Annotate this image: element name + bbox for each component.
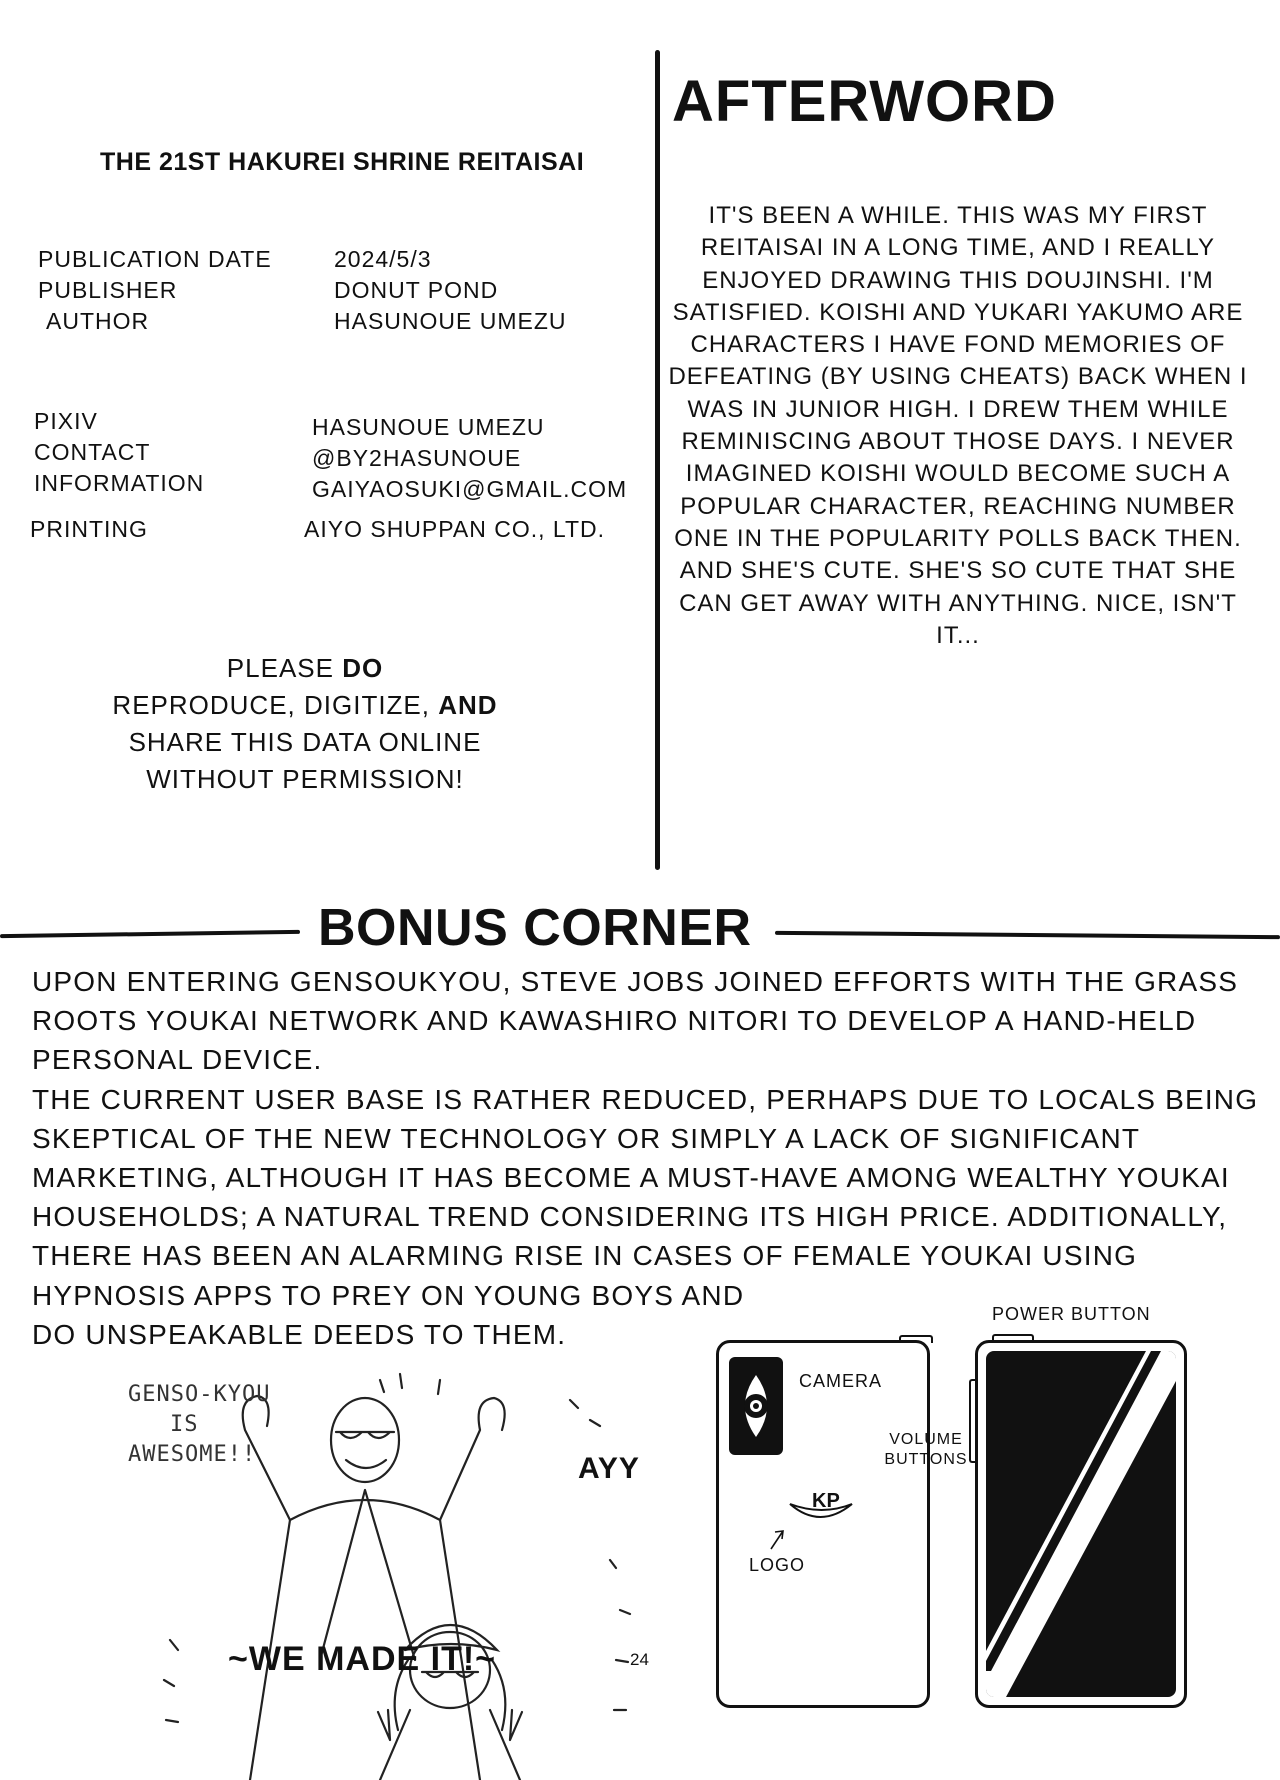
man-grin xyxy=(346,1460,386,1468)
page-number: 24 xyxy=(630,1650,649,1669)
publisher-label: PUBLISHER xyxy=(38,277,178,303)
volume-buttons-label xyxy=(876,1430,976,1470)
screen-glare xyxy=(986,1351,1176,1697)
copyright-bold-2: AND xyxy=(438,690,498,720)
publication-date-value: 2024/5/3 xyxy=(334,246,432,272)
camera-module xyxy=(729,1357,783,1455)
contact-label-line2: INFORMATION xyxy=(34,470,205,496)
contact-label-line1: CONTACT xyxy=(34,439,151,465)
bonus-corner-title: BONUS CORNER xyxy=(318,899,752,957)
logo-arrow-icon xyxy=(767,1527,787,1553)
handwritten-line-2: IS xyxy=(170,1412,199,1437)
phone-screen xyxy=(986,1351,1176,1697)
horizontal-divider-left xyxy=(0,930,300,938)
contact-handle: @BY2HASUNOUE xyxy=(312,445,522,471)
logo-label: LOGO xyxy=(749,1555,806,1575)
publisher-value: DONUT POND xyxy=(334,277,499,303)
camera-label: CAMERA xyxy=(799,1371,883,1391)
author-value: HASUNOUE UMEZU xyxy=(334,308,567,334)
printing-value: AIYO SHUPPAN CO., LTD. xyxy=(304,516,606,542)
copyright-text-4: WITHOUT PERMISSION! xyxy=(146,764,464,794)
man-robe xyxy=(250,1490,480,1780)
handwritten-line-3: AWESOME!! xyxy=(128,1442,257,1467)
power-button xyxy=(992,1334,1034,1342)
afterword-title: AFTERWORD xyxy=(672,69,1057,134)
we-made-it-text: ~WE MADE IT!~ xyxy=(228,1640,497,1678)
man-right-arm xyxy=(440,1398,505,1520)
pixiv-value: HASUNOUE UMEZU xyxy=(312,414,545,440)
pixiv-label: PIXIV xyxy=(34,408,98,434)
eye-camera-icon xyxy=(729,1357,783,1455)
bonus-paragraph-1: UPON ENTERING GENSOUKYOU, STEVE JOBS JOINED EFFORTS WITH THE GRASS ROOTS YOUKAI NETWORK AND KAWASHIRO NITORI TO DEVELOP A HAND-HELD PERSONAL DEVICE. xyxy=(32,966,1239,1076)
volume-label-line1: VOLUME xyxy=(889,1431,963,1448)
colophon-title: THE 21ST HAKUREI SHRINE REITAISAI xyxy=(100,148,585,176)
copyright-text-3: SHARE THIS DATA ONLINE xyxy=(128,727,482,757)
bonus-corner-body xyxy=(32,962,1262,1354)
girl-peace-left xyxy=(378,1710,390,1740)
kp-logo xyxy=(786,1490,858,1524)
author-label: AUTHOR xyxy=(46,308,150,334)
top-button xyxy=(899,1335,933,1343)
copyright-text-2: REPRODUCE, DIGITIZE, xyxy=(112,690,439,720)
phone-back xyxy=(975,1340,1187,1708)
copyright-text-1: PLEASE xyxy=(226,653,343,683)
handwritten-line-1: GENSO-KYOU xyxy=(128,1382,271,1407)
horizontal-divider-right xyxy=(775,931,1280,939)
copyright-bold-1: DO xyxy=(342,653,384,683)
ayy-text: AYY xyxy=(578,1452,640,1485)
logo-text: KP xyxy=(812,1490,840,1512)
bonus-paragraph-2: THE CURRENT USER BASE IS RATHER REDUCED, PERHAPS DUE TO LOCALS BEING SKEPTICAL OF THE NEW TECHNOLOGY OR SIMPLY A LACK OF SIGNIFICANT MARKETING, ALTHOUGH IT HAS BECOME A MUST-HAVE AMONG WEALTHY YOUKAI HOUSEHOLDS; A NATURAL TREND CONSIDERING ITS HIGH PRICE. ADDITIONALLY, THERE HAS BEEN AN ALARMING RISE IN CASES OF FEMALE YOUKAI USING HYPNOSIS APPS TO PREY ON YOUNG BOYS AND xyxy=(32,1083,1259,1311)
vertical-divider xyxy=(655,50,660,870)
bonus-paragraph-3: DO UNSPEAKABLE DEEDS TO THEM. xyxy=(32,1318,567,1350)
volume-buttons xyxy=(969,1379,977,1463)
handwritten-caption xyxy=(128,1380,270,1470)
contact-email: GAIYAOSUKI@GMAIL.COM xyxy=(312,476,628,502)
man-sunglasses xyxy=(336,1432,394,1438)
power-button-label: POWER BUTTON xyxy=(992,1304,1151,1324)
man-head xyxy=(331,1398,399,1482)
volume-label-line2: BUTTONS xyxy=(884,1451,968,1468)
girl-peace-right xyxy=(510,1710,522,1740)
afterword-body: IT'S BEEN A WHILE. THIS WAS MY FIRST REITAISAI IN A LONG TIME, AND I REALLY ENJOYED DRAWING THIS DOUJINSHI. I'M SATISFIED. KOISHI AND YUKARI YAKUMO ARE CHARACTERS I HAVE FOND MEMORIES OF DEFEATING (BY USING CHEATS) BACK WHEN I WAS IN JUNIOR HIGH. I DREW THEM WHILE REMINISCING ABOUT THOSE DAYS. I NEVER IMAGINED KOISHI WOULD BECOME SUCH A POPULAR CHARACTER, REACHING NUMBER ONE IN THE POPULARITY POLLS BACK THEN. AND SHE'S CUTE. SHE'S SO CUTE THAT SHE CAN GET AWAY WITH ANYTHING. NICE, ISN'T IT... xyxy=(668,202,1248,649)
publication-date-label: PUBLICATION DATE xyxy=(38,246,272,272)
girl-body xyxy=(380,1710,520,1780)
copyright-notice xyxy=(90,650,520,798)
printing-label: PRINTING xyxy=(30,516,148,542)
